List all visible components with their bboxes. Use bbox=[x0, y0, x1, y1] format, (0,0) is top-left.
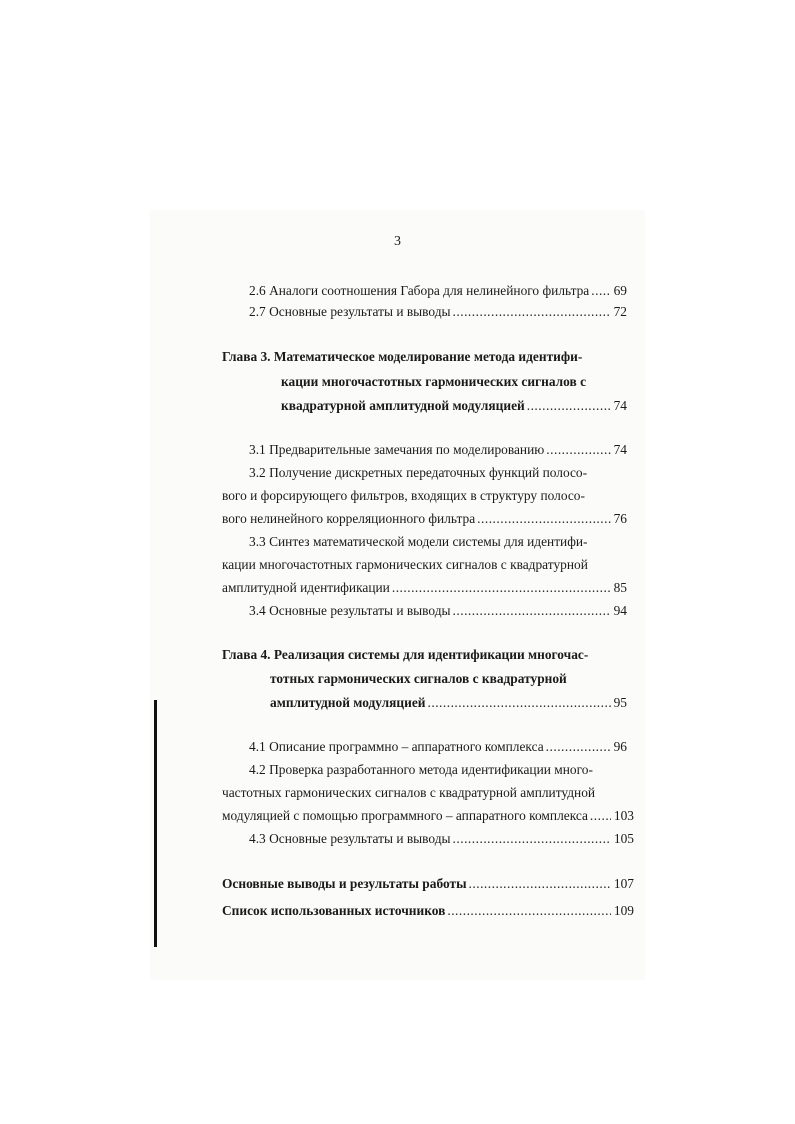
toc-page-number: 69 bbox=[613, 283, 627, 298]
toc-page-number: 76 bbox=[613, 511, 627, 526]
toc-entry-text: амплитудной модуляцией bbox=[270, 695, 426, 710]
dot-leader bbox=[453, 601, 611, 621]
toc-entry-text: 2.6 Аналоги соотношения Габора для нелинейного фильтра bbox=[249, 283, 590, 298]
toc-page-number: 105 bbox=[613, 831, 634, 846]
toc-entry-3-3-line2[interactable]: кации многочастотных гармонических сигналов с квадратурной bbox=[222, 557, 588, 572]
toc-entry-text: 2.7 Основные результаты и выводы bbox=[249, 304, 451, 319]
toc-entry-4-2-line3[interactable] bbox=[222, 806, 634, 826]
toc-page-number: 74 bbox=[613, 398, 627, 413]
toc-entry-4-1[interactable] bbox=[249, 737, 627, 757]
dot-leader bbox=[447, 901, 611, 921]
toc-entry-3-2-line1[interactable]: 3.2 Получение дискретных передаточных функций полосо- bbox=[249, 465, 588, 480]
toc-entry-text: Основные выводы и результаты работы bbox=[222, 876, 467, 891]
dot-leader bbox=[453, 302, 611, 322]
dot-leader bbox=[546, 737, 611, 757]
dot-leader bbox=[591, 281, 610, 301]
toc-entry-3-2-line3[interactable] bbox=[222, 509, 627, 529]
toc-entry-text: 4.1 Описание программно – аппаратного комплекса bbox=[249, 739, 544, 754]
toc-page-number: 103 bbox=[613, 808, 634, 823]
toc-chapter-3-line1[interactable]: Глава 3. Математическое моделирование метода идентифи- bbox=[222, 349, 583, 364]
toc-entry-text: 3.4 Основные результаты и выводы bbox=[249, 603, 451, 618]
toc-page-number: 85 bbox=[613, 580, 627, 595]
toc-entry-3-1[interactable] bbox=[249, 440, 627, 460]
toc-entry-3-4[interactable] bbox=[249, 601, 627, 621]
toc-chapter-3-line2[interactable]: кации многочастотных гармонических сигналов с bbox=[281, 374, 587, 389]
toc-entry-text: вого нелинейного корреляционного фильтра bbox=[222, 511, 476, 526]
toc-chapter-4-line2[interactable]: тотных гармонических сигналов с квадратурной bbox=[270, 671, 567, 686]
toc-entry-text: квадратурной амплитудной модуляцией bbox=[281, 398, 525, 413]
scan-margin-bar bbox=[154, 700, 157, 947]
toc-entry-text: модуляцией с помощью программного – аппаратного комплекса bbox=[222, 808, 588, 823]
dot-leader bbox=[428, 693, 611, 713]
toc-page-number: 95 bbox=[613, 695, 627, 710]
toc-entry-4-2-line1[interactable]: 4.2 Проверка разработанного метода идентификации много- bbox=[249, 762, 593, 777]
toc-entry-4-3[interactable] bbox=[249, 829, 634, 849]
toc-entry-text: 3.1 Предварительные замечания по моделированию bbox=[249, 442, 545, 457]
toc-page-number: 96 bbox=[613, 739, 627, 754]
toc-page-number: 94 bbox=[613, 603, 627, 618]
dot-leader bbox=[590, 806, 611, 826]
toc-entry-4-2-line2[interactable]: частотных гармонических сигналов с квадратурной амплитудной bbox=[222, 785, 596, 800]
toc-chapter-3-line3[interactable] bbox=[281, 396, 627, 416]
toc-page-number: 72 bbox=[613, 304, 627, 319]
toc-entry-2-6[interactable] bbox=[249, 281, 627, 301]
toc-entry-2-7[interactable] bbox=[249, 302, 627, 322]
toc-entry-3-3-line1[interactable]: 3.3 Синтез математической модели системы для идентифи- bbox=[249, 534, 588, 549]
toc-page-number: 74 bbox=[613, 442, 627, 457]
toc-entry-conclusions[interactable] bbox=[222, 874, 634, 894]
toc-entry-3-2-line2[interactable]: вого и форсирующего фильтров, входящих в структуру полосо- bbox=[222, 488, 585, 503]
dot-leader bbox=[477, 509, 610, 529]
dot-leader bbox=[453, 829, 611, 849]
page-number: 3 bbox=[394, 234, 401, 249]
toc-entry-text: Список использованных источников bbox=[222, 903, 446, 918]
toc-chapter-4-line1[interactable]: Глава 4. Реализация системы для идентификации многочас- bbox=[222, 647, 589, 662]
dot-leader bbox=[527, 396, 611, 416]
toc-entry-3-3-line3[interactable] bbox=[222, 578, 627, 598]
toc-entry-references[interactable] bbox=[222, 901, 634, 921]
toc-page-number: 109 bbox=[613, 903, 634, 918]
toc-chapter-4-line3[interactable] bbox=[270, 693, 627, 713]
toc-entry-text: амплитудной идентификации bbox=[222, 580, 390, 595]
dot-leader bbox=[546, 440, 610, 460]
toc-page-number: 107 bbox=[613, 876, 634, 891]
dot-leader bbox=[392, 578, 611, 598]
dot-leader bbox=[469, 874, 611, 894]
toc-entry-text: 4.3 Основные результаты и выводы bbox=[249, 831, 451, 846]
